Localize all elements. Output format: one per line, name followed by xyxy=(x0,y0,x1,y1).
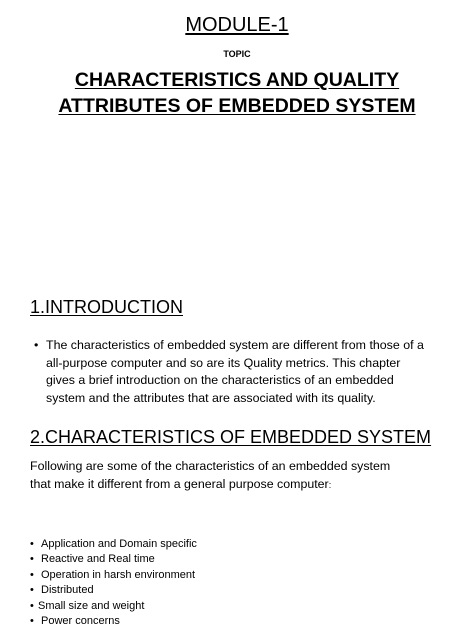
introduction-line-1: The characteristics of embedded system are different from those of a xyxy=(46,338,424,352)
characteristics-line-2-colon: : xyxy=(328,480,332,490)
characteristics-list xyxy=(30,537,197,629)
introduction-line-4: system and the attributes that are associated with its quality. xyxy=(46,390,376,405)
bullet-glyph: • xyxy=(30,615,34,628)
list-item xyxy=(30,537,197,552)
list-item-text: Operation in harsh environment xyxy=(41,568,196,581)
bullet-glyph: • xyxy=(34,338,39,352)
introduction-line-2: all-purpose computer and so are its Quality metrics. This chapter xyxy=(46,355,401,370)
page-title xyxy=(0,67,474,119)
characteristics-line-2-text: that make it different from a general purpose computer xyxy=(30,477,329,491)
introduction-heading: 1.INTRODUCTION xyxy=(30,297,183,317)
page-title-line-1: CHARACTERISTICS AND QUALITY xyxy=(74,69,400,91)
bullet-glyph: • xyxy=(30,568,34,581)
list-item-text: Small size and weight xyxy=(38,599,145,612)
bullet-glyph: • xyxy=(30,553,34,566)
list-item xyxy=(30,599,197,614)
list-item-text: Distributed xyxy=(41,584,94,597)
page-title-line-2: ATTRIBUTES OF EMBEDDED SYSTEM xyxy=(58,95,416,117)
list-item xyxy=(30,552,197,567)
characteristics-line-2 xyxy=(30,475,450,494)
module-heading: MODULE-1 xyxy=(185,14,289,36)
characteristics-line-1: Following are some of the characteristics of an embedded system xyxy=(30,459,391,473)
list-item xyxy=(30,583,197,598)
list-item-text: Application and Domain specific xyxy=(41,538,197,550)
list-item xyxy=(30,614,197,629)
bullet-glyph: • xyxy=(30,538,34,550)
bullet-glyph: • xyxy=(30,584,34,597)
introduction-line-3: gives a brief introduction on the characteristics of an embedded xyxy=(46,373,394,387)
list-item-text: Power concerns xyxy=(41,615,120,628)
characteristics-paragraph xyxy=(30,457,450,494)
list-item xyxy=(30,568,197,583)
topic-label: TOPIC xyxy=(223,49,251,59)
introduction-paragraph xyxy=(34,337,444,407)
list-item-text: Reactive and Real time xyxy=(41,553,155,566)
bullet-glyph: • xyxy=(30,599,34,612)
characteristics-heading: 2.CHARACTERISTICS OF EMBEDDED SYSTEM xyxy=(30,427,432,447)
